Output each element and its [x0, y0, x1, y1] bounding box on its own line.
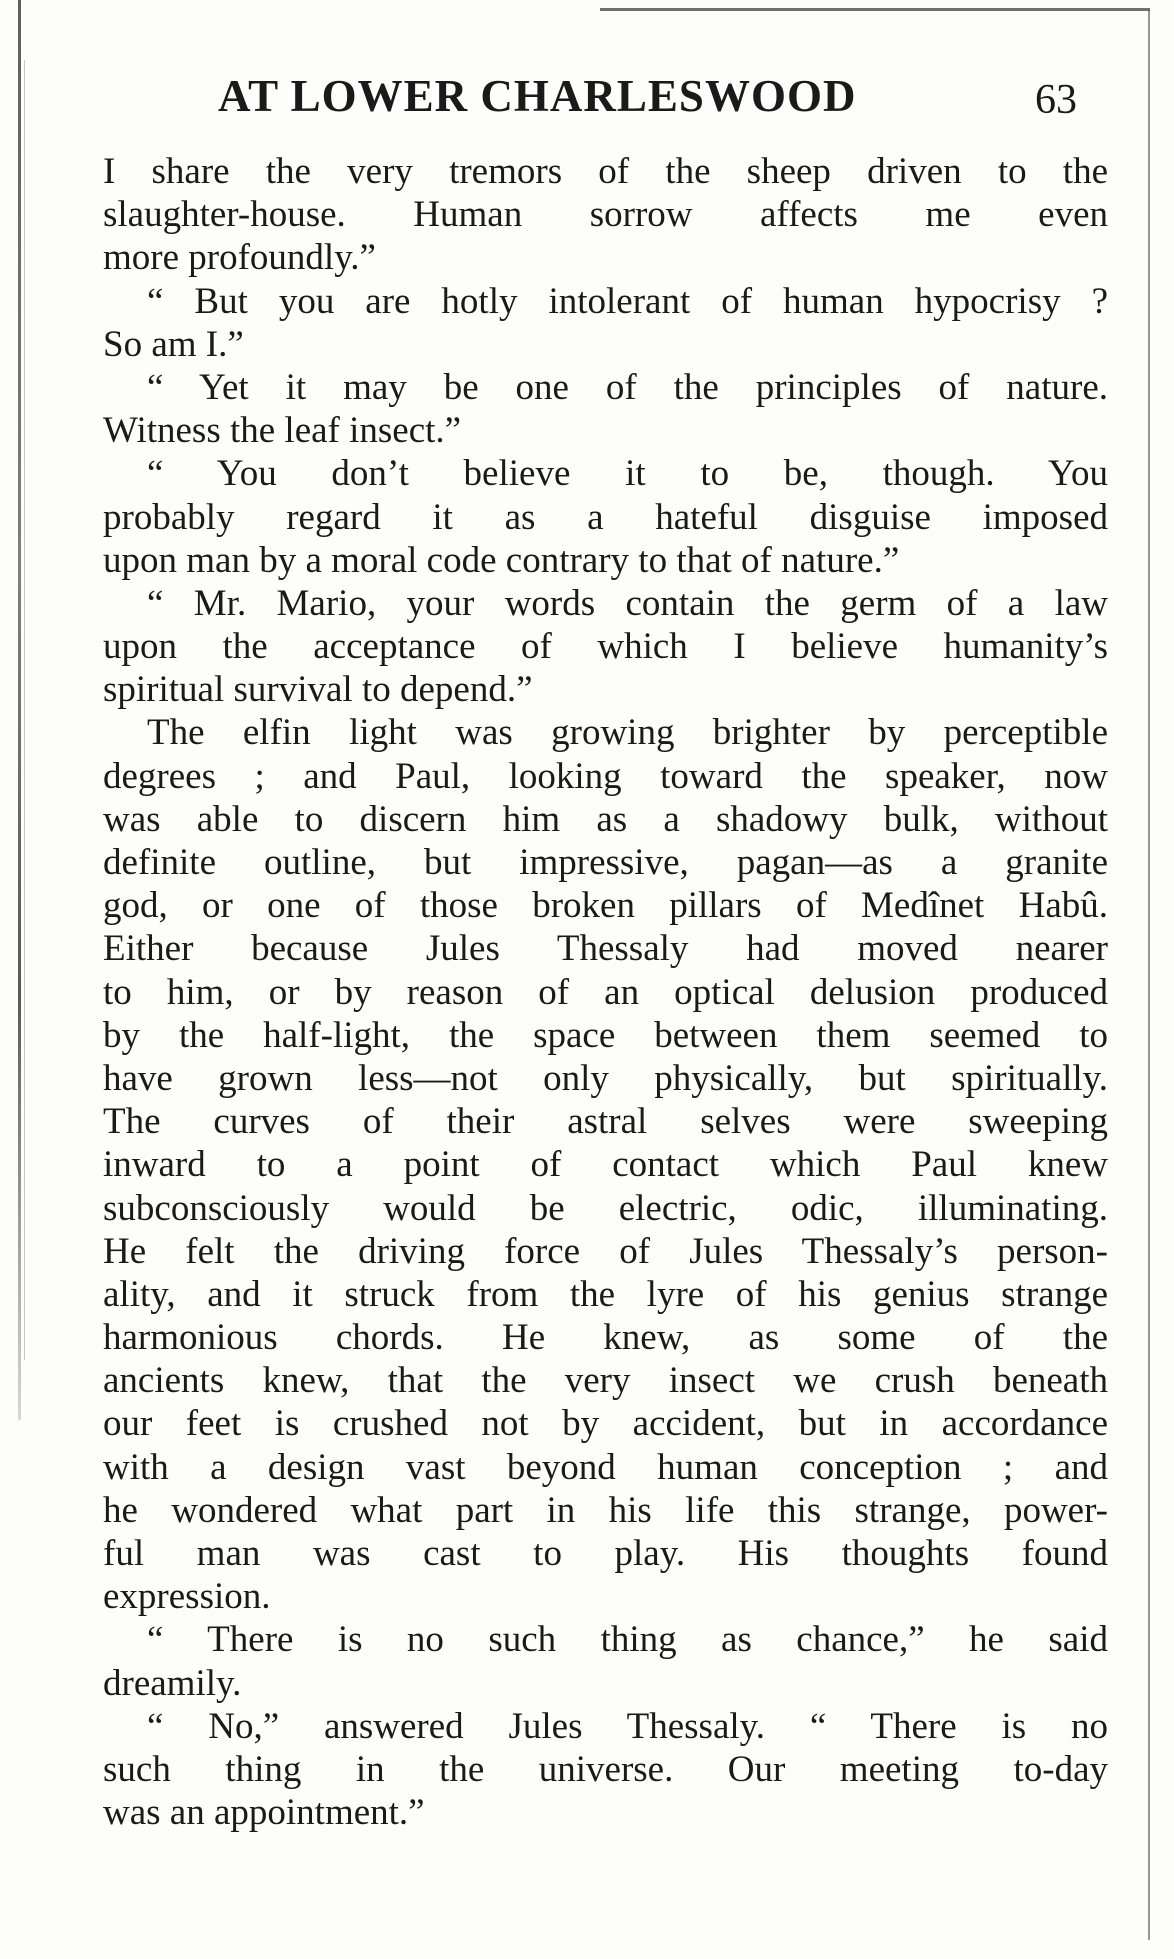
text-line: was able to discern him as a shadowy bulk, without — [103, 798, 1108, 840]
text-line: ful man was cast to play. His thoughts found — [103, 1533, 1108, 1574]
text-line: upon the acceptance of which I believe humanity’s — [103, 626, 1108, 668]
text-line: he wondered what part in his life this strange, power- — [103, 1489, 1108, 1531]
text-line: ality, and it struck from the lyre of his genius strange — [103, 1273, 1108, 1315]
text-line: Either because Jules Thessaly had moved nearer — [103, 928, 1108, 970]
text-line: “ No,” answered Jules Thessaly. “ There is no — [147, 1705, 1108, 1747]
text-line: to him, or by reason of an optical delusion produced — [103, 971, 1108, 1013]
text-line: such thing in the universe. Our meeting to-day — [103, 1748, 1108, 1790]
text-line: upon man by a moral code contrary to that of nature.” — [103, 539, 900, 581]
text-line: god, or one of those broken pillars of Medînet Habû. — [103, 885, 1108, 927]
page-number: 63 — [1035, 77, 1077, 123]
scan-edge-line-top — [600, 8, 1150, 11]
text-line: have grown less—not only physically, but spiritually. — [103, 1057, 1108, 1099]
text-line: “ Mr. Mario, your words contain the germ of a law — [147, 582, 1108, 624]
text-line: So am I.” — [103, 323, 244, 365]
scan-edge-shadow-left — [18, 0, 21, 1420]
text-line: “ But you are hotly intolerant of human hypocrisy ? — [147, 280, 1108, 322]
text-line: He felt the driving force of Jules Thessaly’s person- — [103, 1230, 1108, 1272]
text-line: more profoundly.” — [103, 237, 376, 279]
text-line: Witness the leaf insect.” — [103, 410, 462, 452]
text-line: degrees ; and Paul, looking toward the speaker, now — [103, 755, 1108, 797]
text-line: “ Yet it may be one of the principles of nature. — [147, 366, 1108, 408]
text-line: slaughter-house. Human sorrow affects me even — [103, 194, 1108, 236]
text-line: spiritual survival to depend.” — [103, 669, 533, 711]
text-line: inward to a point of contact which Paul knew — [103, 1144, 1108, 1186]
text-line: ancients knew, that the very insect we crush beneath — [103, 1360, 1108, 1402]
text-line: I share the very tremors of the sheep driven to the — [103, 151, 1108, 192]
scan-edge-line-left — [24, 60, 25, 1360]
page-header — [100, 70, 1100, 130]
scan-edge-line-right — [1148, 10, 1150, 1940]
text-line: “ You don’t believe it to be, though. You — [147, 453, 1108, 495]
text-line: “ There is no such thing as chance,” he said — [147, 1619, 1108, 1661]
text-line: subconsciously would be electric, odic, illuminating. — [103, 1187, 1108, 1229]
text-line: definite outline, but impressive, pagan—as a granite — [103, 842, 1108, 883]
text-line: our feet is crushed not by accident, but in accordance — [103, 1403, 1108, 1445]
body-text — [103, 150, 1108, 1834]
running-title: AT LOWER CHARLESWOOD — [218, 71, 857, 121]
text-line: with a design vast beyond human conception ; and — [103, 1446, 1108, 1488]
text-line: was an appointment.” — [103, 1792, 425, 1834]
text-line: The elfin light was growing brighter by perceptible — [147, 712, 1108, 754]
text-line: harmonious chords. He knew, as some of the — [103, 1317, 1108, 1359]
text-line: dreamily. — [103, 1662, 242, 1704]
text-line: expression. — [103, 1576, 271, 1618]
text-line: probably regard it as a hateful disguise imposed — [103, 496, 1108, 538]
text-line: by the half-light, the space between them seemed to — [103, 1014, 1108, 1056]
text-line: The curves of their astral selves were sweeping — [103, 1101, 1108, 1143]
